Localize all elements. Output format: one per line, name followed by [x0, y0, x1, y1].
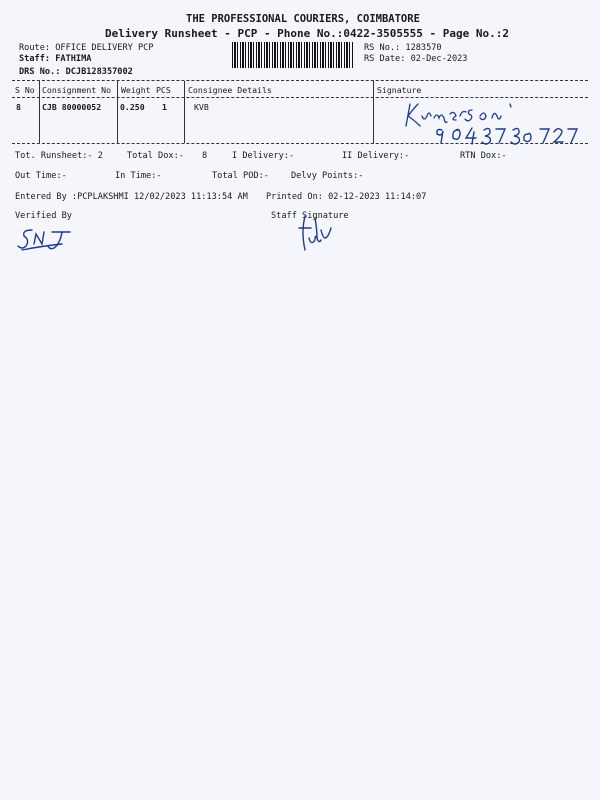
total-runsheet: Tot. Runsheet:- 2 — [15, 151, 103, 161]
col-header-consignment: Consignment No — [42, 85, 112, 95]
ii-delivery: II Delivery:- — [342, 151, 410, 161]
in-time: In Time:- — [115, 171, 162, 181]
total-pod: Total POD:- — [212, 171, 269, 181]
cell-consignee: KVB — [194, 102, 209, 112]
receiver-signature-handwriting — [400, 96, 590, 146]
col-divider — [373, 81, 374, 143]
total-dox-value: 8 — [202, 151, 208, 161]
cell-weight: 0.250 — [120, 102, 145, 112]
verified-initials-handwriting — [18, 226, 80, 256]
table-top-rule — [12, 80, 588, 81]
delvy-points: Delvy Points:- — [291, 171, 364, 181]
cell-sno: 8 — [16, 102, 21, 112]
verified-by-label: Verified By — [15, 211, 72, 221]
col-header-pcs: PCS — [156, 85, 171, 95]
drs-number: DRS No.: DCJB128357002 — [19, 67, 133, 77]
staff-signature-label: Staff Signature — [271, 211, 349, 221]
printed-on: Printed On: 02-12-2023 11:14:07 — [266, 192, 427, 202]
col-header-consignee: Consignee Details — [188, 85, 272, 95]
i-delivery: I Delivery:- — [232, 151, 295, 161]
runsheet-subtitle: Delivery Runsheet - PCP - Phone No.:0422-3505555 - Page No.:2 — [105, 27, 509, 40]
col-header-sno: S No — [15, 85, 35, 95]
rs-date: RS Date: 02-Dec-2023 — [364, 54, 468, 64]
cell-consignment: CJB 80000052 — [42, 102, 102, 112]
rtn-dox: RTN Dox:- — [460, 151, 507, 161]
barcode — [232, 42, 354, 68]
col-divider — [39, 81, 40, 143]
rs-number: RS No.: 1283570 — [364, 43, 442, 53]
col-header-weight: Weight — [121, 85, 151, 95]
total-dox-label: Total Dox:- — [127, 151, 184, 161]
col-header-signature: Signature — [377, 85, 422, 95]
staff-signature-handwriting — [295, 214, 335, 256]
cell-pcs: 1 — [162, 102, 167, 112]
col-divider — [184, 81, 185, 143]
route-label: Route: OFFICE DELIVERY PCP — [19, 43, 154, 53]
staff-label: Staff: FATHIMA — [19, 54, 92, 64]
company-title: THE PROFESSIONAL COURIERS, COIMBATORE — [186, 13, 420, 25]
col-divider — [117, 81, 118, 143]
out-time: Out Time:- — [15, 171, 67, 181]
entered-by: Entered By :PCPLAKSHMI 12/02/2023 11:13:54 AM — [15, 192, 248, 202]
